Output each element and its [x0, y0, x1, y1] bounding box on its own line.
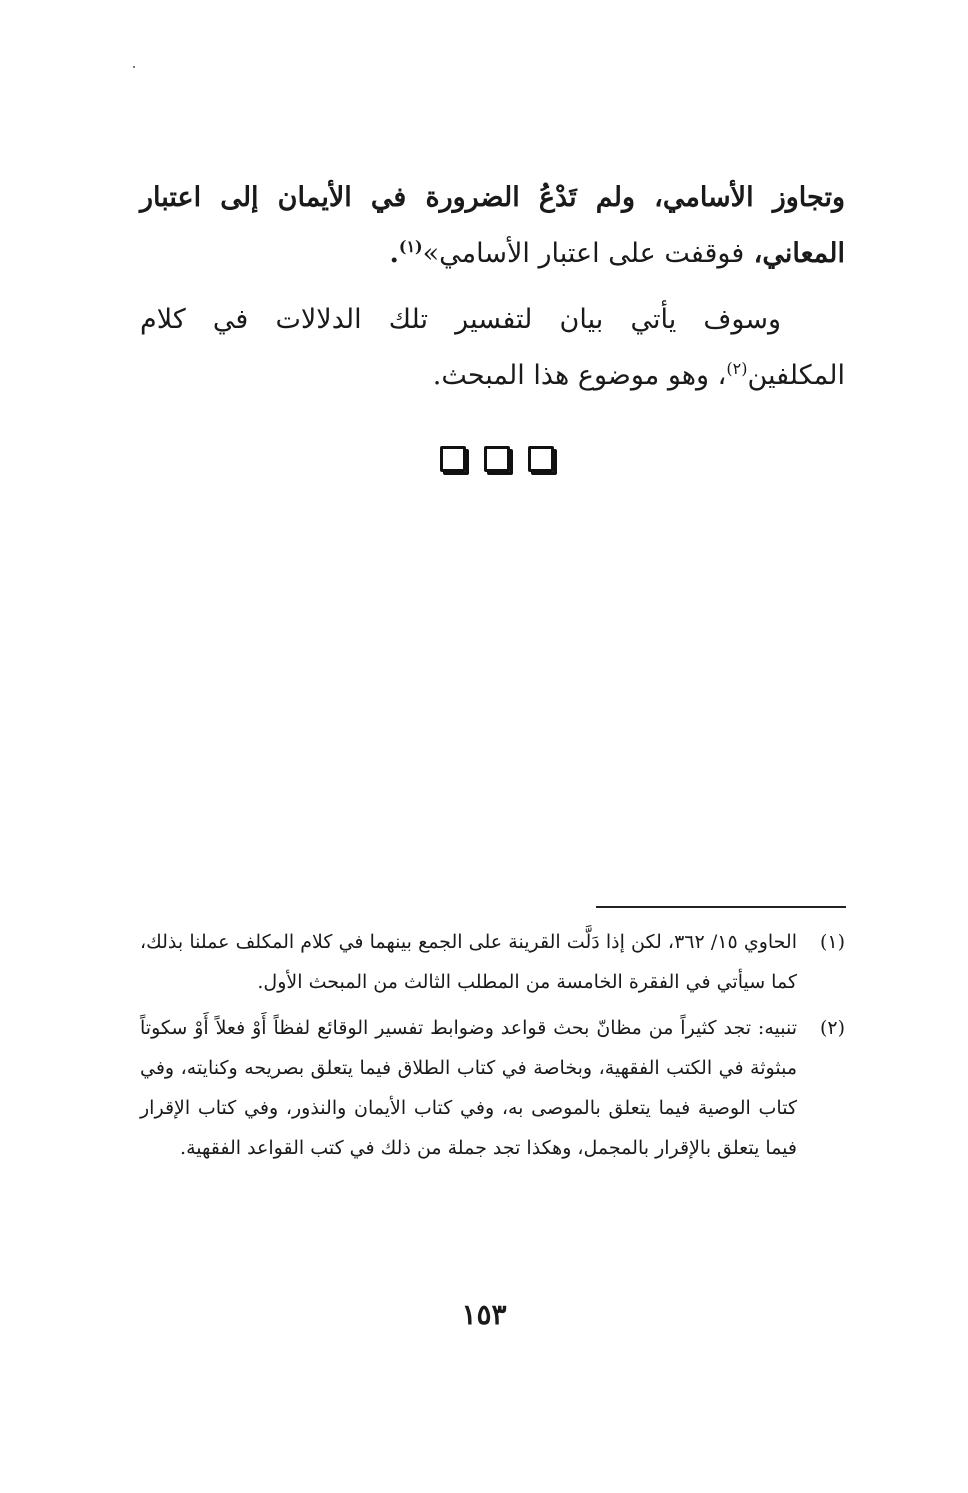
paragraph-2-text: وسوف يأتي بيان لتفسير تلك الدلالات في كلام المكلفين — [140, 304, 845, 391]
page-number: ١٥٣ — [461, 1298, 507, 1331]
paragraph-2 — [140, 292, 845, 404]
paragraph-1 — [140, 170, 845, 282]
paragraph-1-end: . — [389, 238, 399, 269]
footnote-text: تنبيه: تجد كثيراً من مظانّ بحث قواعد وضوابط تفسير الوقائع لفظاً أَوْ فعلاً أَوْ سكوتاً مبثوثة في الكتب الفقهية، وبخاصة في كتاب الطلاق فيما يتعلق بصريحه وكنايته، وفي كتاب الوصية فيما يتعلق بالموصى به، وفي كتاب الأيمان والنذور، وفي كتاب الإقرار فيما يتعلق بالإقرار بالمجمل، وهكذا تجد جملة من ذلك في كتب القواعد الفقهية. — [140, 1017, 797, 1159]
square-icon — [528, 446, 554, 472]
paragraph-1-tail: فوقفت على اعتبار الأسامي» — [422, 238, 745, 269]
paragraph-2-rest: ، وهو موضوع هذا المبحث. — [432, 360, 727, 391]
footnote-2 — [140, 1008, 845, 1168]
footnote-text: الحاوي ١٥/ ٣٦٢، لكن إذا دَلَّت القرينة على الجمع بينهما في كلام المكلف عملنا بذلك، كما سيأتي في الفقرة الخامسة من المطلب الثالث من المبحث الأول. — [140, 931, 797, 993]
footnote-number: (١) — [819, 931, 845, 953]
square-icon — [484, 446, 510, 472]
footnote-1 — [140, 922, 845, 1002]
footnote-ref-2[interactable]: (٢) — [726, 359, 748, 378]
paragraph-1-bold: وتجاوز الأسامي، ولم تَدْعُ الضرورة في الأيمان إلى اعتبار المعاني، — [140, 182, 845, 269]
main-text — [140, 170, 845, 404]
footnote-ref-1[interactable]: (١) — [398, 237, 423, 256]
section-separator — [440, 446, 554, 472]
scan-speck — [133, 66, 135, 68]
footnote-divider — [596, 906, 846, 908]
footnotes — [140, 922, 845, 1174]
square-icon — [440, 446, 466, 472]
footnote-number: (٢) — [819, 1017, 845, 1039]
